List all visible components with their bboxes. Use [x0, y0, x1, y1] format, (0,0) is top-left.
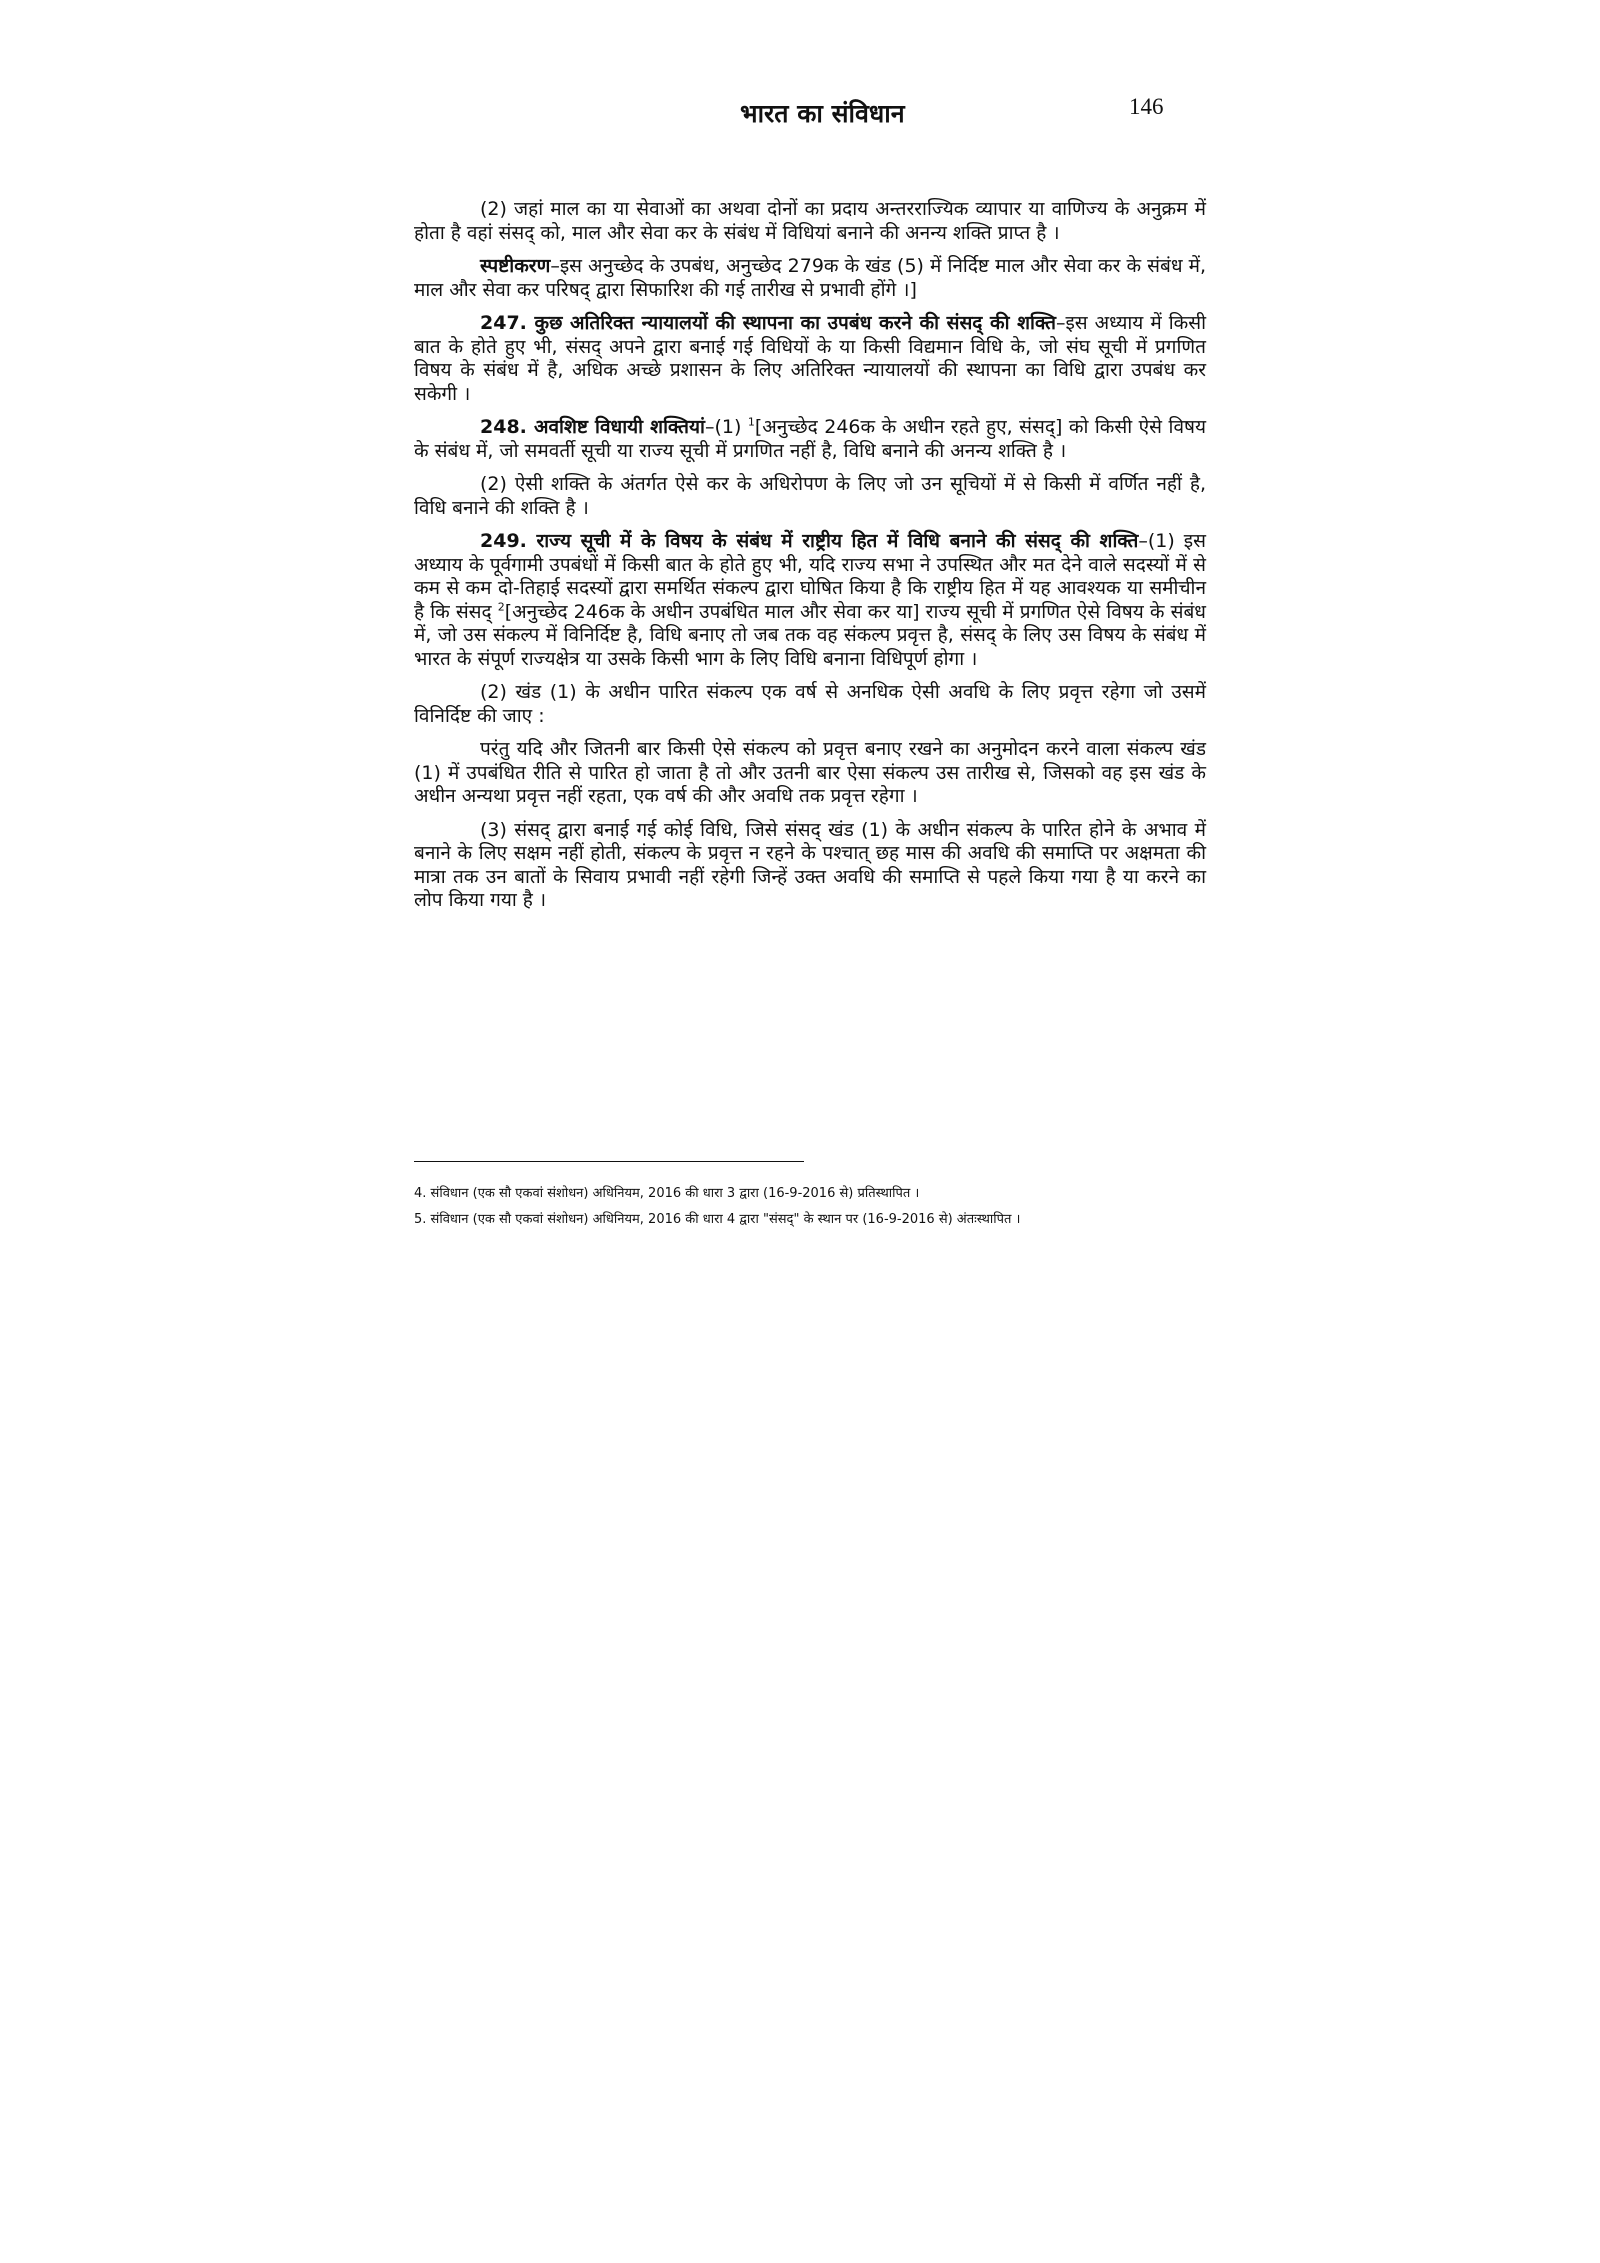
- article-249-proviso: परंतु यदि और जितनी बार किसी ऐसे संकल्प को प्रवृत्त बनाए रखने का अनुमोदन करने वाला संकल्प खंड (1) में उपबंधित रीति से पारित हो जाता है तो और उतनी बार ऐसा संकल्प उस तारीख से, जिसको वह इस खंड के अधीन अन्यथा प्रवृत्त नहीं रहता, एक वर्ष की और अवधि तक प्रवृत्त रहेगा ।: [414, 738, 1206, 807]
- footnote: 4. संविधान (एक सौ एकवां संशोधन) अधिनियम, 2016 की धारा 3 द्वारा (16-9-2016 से) प्रतिस्थापित ।: [414, 1186, 920, 1201]
- article-247: 247. कुछ अतिरिक्त न्यायालयों की स्थापना का उपबंध करने की संसद् की शक्ति–इस अध्याय में किसी बात के होते हुए भी, संसद् अपने द्वारा बनाई गई विधियों के या किसी विद्यमान विधि के, जो संघ सूची में प्रगणित विषय के संबंध में है, अधिक अच्छे प्रशासन के लिए अतिरिक्त न्यायालयों की स्थापना का विधि द्वारा उपबंध कर सकेगी ।: [414, 312, 1206, 405]
- article-249-clause-2: (2) खंड (1) के अधीन पारित संकल्प एक वर्ष से अनधिक ऐसी अवधि के लिए प्रवृत्त रहेगा जो उसमें विनिर्दिष्ट की जाए :: [414, 681, 1206, 727]
- article-249-clause-3: (3) संसद् द्वारा बनाई गई कोई विधि, जिसे संसद् खंड (1) के अधीन संकल्प के पारित होने के अभाव में बनाने के लिए सक्षम नहीं होती, संकल्प के प्रवृत्त न रहने के पश्चात् छह मास की अवधि की समाप्ति पर अक्षमता की मात्रा तक उन बातों के सिवाय प्रभावी नहीं रहेगी जिन्हें उक्त अवधि की समाप्ति से पहले किया गया है या करने का लोप किया गया है ।: [414, 818, 1206, 911]
- article-249: 249. राज्य सूची में के विषय के संबंध में राष्ट्रीय हित में विधि बनाने की संसद् की शक्ति–(1) इस अध्याय के पूर्वगामी उपबंधों में किसी बात के होते हुए भी, यदि राज्य सभा ने उपस्थित और मत देने वाले सदस्यों में से कम से कम दो-तिहाई सदस्यों द्वारा समर्थित संकल्प द्वारा घोषित किया है कि राष्ट्रीय हित में यह आवश्यक या समीचीन है कि संसद् $^2$[अनुच्छेद 246क के अधीन उपबंधित माल और सेवा कर या] राज्य सूची में प्रगणित ऐसे विषय के संबंध में, जो उस संकल्प में विनिर्दिष्ट है, विधि बनाए तो जब तक वह संकल्प प्रवृत्त है, संसद् के लिए उस विषय के संबंध में भारत के संपूर्ण राज्यक्षेत्र या उसके किसी भाग के लिए विधि बनाना विधिपूर्ण होगा ।: [414, 530, 1206, 670]
- footnote: 5. संविधान (एक सौ एकवां संशोधन) अधिनियम, 2016 की धारा 4 द्वारा "संसद्" के स्थान पर (16-9-2016 से) अंतःस्थापित ।: [414, 1212, 1021, 1227]
- page-number: 146: [1129, 94, 1164, 119]
- footnotes: [414, 1184, 1206, 1236]
- article-249-heading: 249. राज्य सूची में के विषय के संबंध में राष्ट्रीय हित में विधि बनाने की संसद् की शक्ति: [480, 530, 1139, 552]
- article-248: 248. अवशिष्ट विधायी शक्तियां–(1) $^1$[अनुच्छेद 246क के अधीन रहते हुए, संसद्] को किसी ऐसे विषय के संबंध में, जो समवर्ती सूची या राज्य सूची में प्रगणित नहीं है, विधि बनाने की अनन्य शक्ति है ।: [414, 415, 1207, 462]
- page-header: [410, 96, 1210, 136]
- footnote-ref-1: 1: [747, 415, 755, 429]
- explanation-heading: स्पष्टीकरण: [480, 255, 551, 277]
- article-248-clause-2: (2) ऐसी शक्ति के अंतर्गत ऐसे कर के अधिरोपण के लिए जो उन सूचियों में से किसी में वर्णित नहीं है, विधि बनाने की शक्ति है ।: [414, 473, 1206, 519]
- footnote-ref-2: 2: [497, 600, 505, 614]
- document-body: [414, 198, 1206, 923]
- article-248-heading: 248. अवशिष्ट विधायी शक्तियां: [480, 416, 705, 438]
- paragraph-clause-2: (2) जहां माल का या सेवाओं का अथवा दोनों का प्रदाय अन्तरराज्यिक व्यापार या वाणिज्य के अनुक्रम में होता है वहां संसद् को, माल और सेवा कर के संबंध में विधियां बनाने की अनन्य शक्ति प्राप्त है ।: [414, 198, 1206, 244]
- footnote-divider: [414, 1161, 804, 1162]
- article-247-heading: 247. कुछ अतिरिक्त न्यायालयों की स्थापना का उपबंध करने की संसद् की शक्ति: [480, 312, 1056, 334]
- page-title: भारत का संविधान: [740, 99, 905, 128]
- paragraph-explanation: स्पष्टीकरण–इस अनुच्छेद के उपबंध, अनुच्छेद 279क के खंड (5) में निर्दिष्ट माल और सेवा कर के संबंध में, माल और सेवा कर परिषद् द्वारा सिफारिश की गई तारीख से प्रभावी होंगे ।]: [414, 255, 1206, 301]
